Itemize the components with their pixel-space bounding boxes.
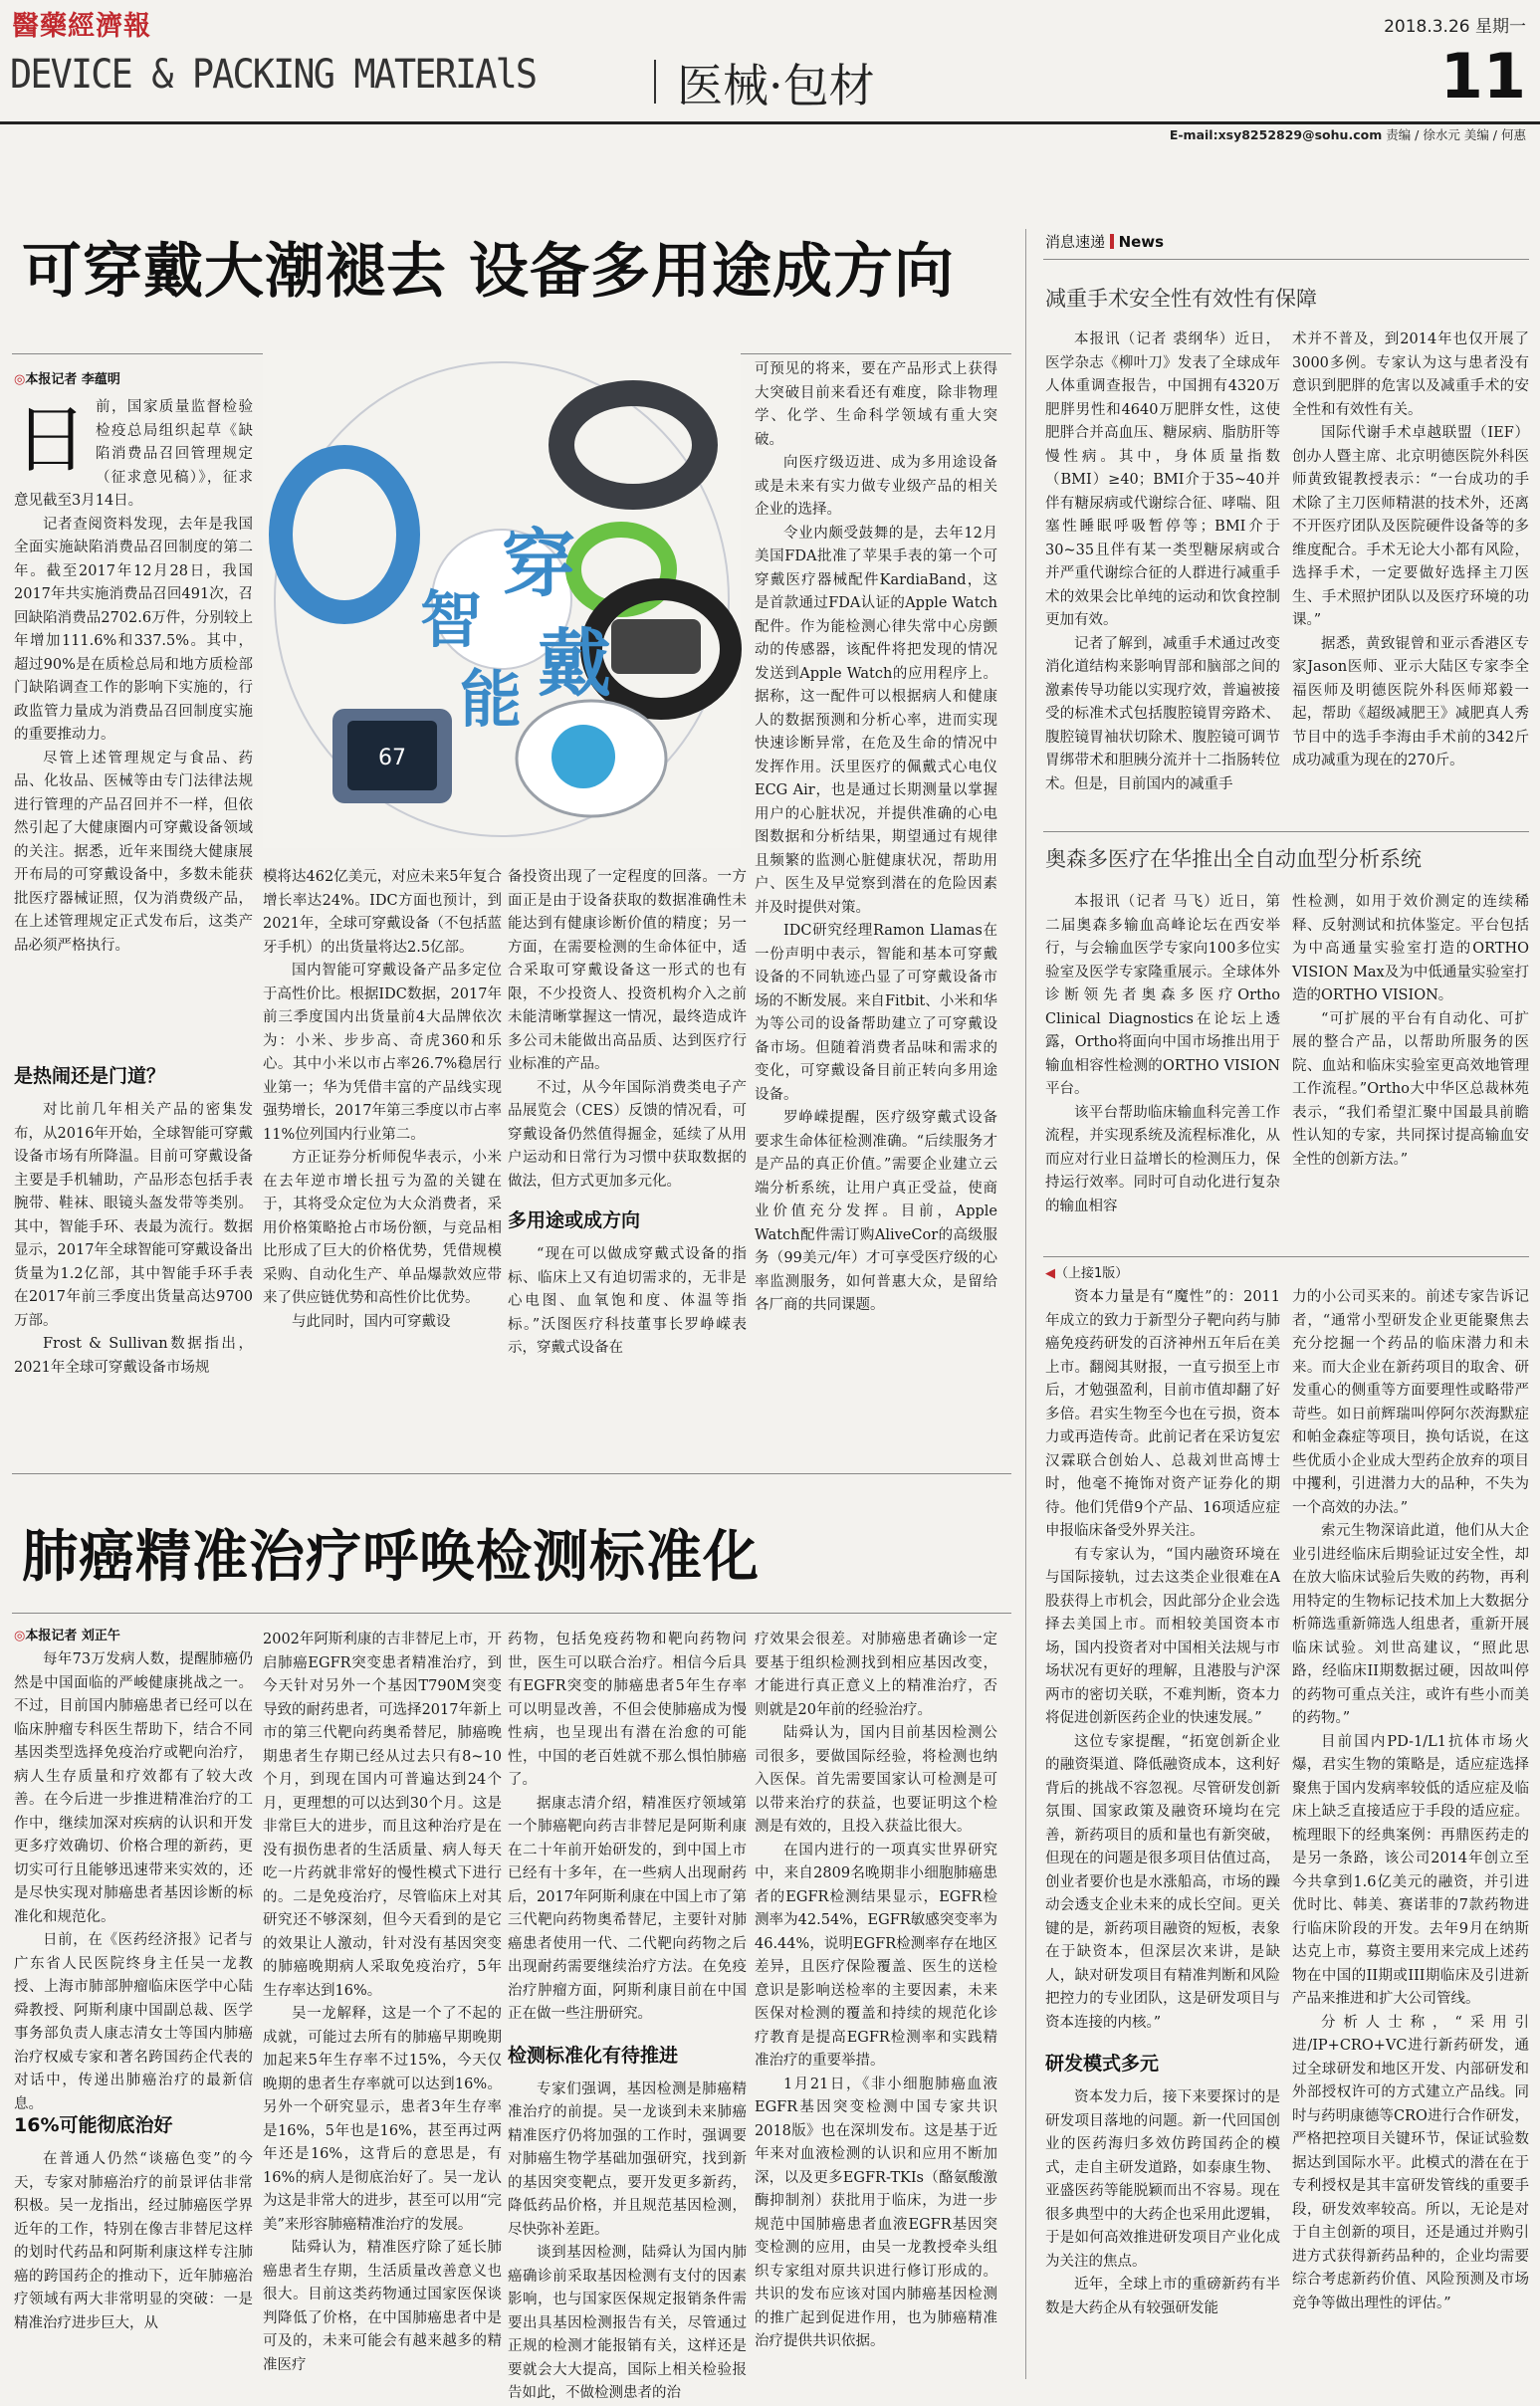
article2-paragraph: 在国内进行的一项真实世界研究中，来自2809名晚期非小细胞肺癌患者的EGFR检测结果显示，EGFR检测率为42.54%，EGFR敏感突变率为46.44%，说明EGFR检测率存在地区差异，且医疗保险覆盖、医生的送检意识是影响送检率的主要因素，未来医保对检测的覆盖和持续的规范化诊疗教育是提高EGFR检测率和实践精准治疗的重要举措。 — [755, 1842, 997, 2069]
weekday: 星期一 — [1475, 17, 1526, 37]
news2-headline: 奥森多医疗在华推出全自动血型分析系统 — [1045, 847, 1422, 871]
article1-paragraph: Frost & Sullivan数据指出，2021年全球可穿戴设备市场规 — [14, 1336, 253, 1376]
article2-paragraph: 据康志清介绍，精准医疗领域第一个肺癌靶向药吉非替尼是阿斯利康在二十年前开始研发的，到中国上市已经有十多年，在一些病人出现耐药后，2017年阿斯利康在中国上市了第三代靶向药物奥希替尼，主要针对肺癌患者使用一代、二代靶向药物之后出现耐药需要继续治疗方法。在免疫治疗肿瘤方面，阿斯利康目前在中国正在做一些注册研究。 — [508, 1795, 747, 2022]
article1-subhead-1: 是热闹还是门道？ — [14, 1065, 166, 1087]
news2-paragraph: 该平台帮助临床输血科完善工作流程，并实现系统及流程标准化，从而应对行业日益增长的检测压力，保持运行效率。同时可自动化进行复杂的输血相容 — [1045, 1104, 1280, 1214]
article2-paragraph: 吴一龙解释，这是一个了不起的成就，可能过去所有的肺癌早期晚期加起来5年生存率不过15%，今天仅晚期的患者生存率就可以达到16%。另外一个研究显示，患者3年生存率是16%，5年也是16%，甚至再过两年还是16%，这背后的意思是，有16%的病人是彻底治好了。吴一龙认为这是非常大的进步，甚至可以用“完美”来形容肺癌精准治疗的发展。 — [263, 2006, 502, 2233]
issue-date — [1384, 12, 1526, 37]
photo-char-dai: 戴 — [538, 621, 611, 707]
article2-paragraph: 1月21日，《非小细胞肺癌血液EGFR基因突变检测中国专家共识2018版》也在深圳发布。这是基于近年来对血液检测的认识和应用不断加深，以及更多EGFR-TKIs（酪氨酸激酶抑制剂）获批用于临床，为进一步规范中国肺癌患者血液EGFR基因突变检测的应用，由吴一龙教授牵头组织专家组对原共识进行修订形成的。共识的发布应该对国内肺癌基因检测的推广起到促进作用，也为肺癌精准治疗提供共识依据。 — [755, 2076, 997, 2349]
news2-col2 — [1292, 891, 1529, 1244]
continuation-paragraph: 近年，全球上市的重磅新药有半数是大药企从有较强研发能 — [1045, 2277, 1280, 2316]
article1-col2 — [263, 866, 502, 1463]
article1-paragraph: 向医疗级迈进、成为多用途设备或是未来有实力做专业级产品的相关企业的选择。 — [755, 455, 997, 518]
news1-paragraph: 国际代谢手术卓越联盟（IEF）创办人暨主席、北京明德医院外科医师黄致锟教授表示：“一台成功的手术除了主刀医师精湛的技术外，还离不开医疗团队及医院硬件设备等的多维度配合。手术无论大小都有风险，选择手术，一定要做好选择主刀医生、手术照护团队以及医疗环境的功课。” — [1292, 425, 1529, 628]
article1-paragraph: 尽管上述管理规定与食品、药品、化妆品、医械等由专门法律法规进行管理的产品召回并不一样，但依然引起了大健康圈内可穿戴设备领域的关注。据悉，近年来围绕大健康展开布局的可穿戴设备中，多数未能获批医疗器械证照，仅为消费级产品，在上述管理规定正式发布后，这类产品必须严格执行。 — [14, 750, 253, 954]
continuation-paragraph: 分析人士称，“采用引进/IP+CRO+VC进行新药研发，通过全球研发和地区开发、内部研发和外部授权许可的方式建立产品线。同时与药明康德等CRO进行合作研发，严格把控项目关键环节，保证试验数据达到国际水平。此模式的潜在在于专利授权是其丰富研发管线的重要手段，研发效率较高。所以，无论是对于自主创新的项目，还是通过并购引进方式获得新药品种的，企业均需要综合考虑新药价值、风险预测及市场竞争等做出理性的评估。” — [1292, 2014, 1529, 2311]
news1-headline: 减重手术安全性有效性有保障 — [1045, 287, 1317, 311]
news1-paragraph: 本报讯（记者 裘纲华）近日，医学杂志《柳叶刀》发表了全球成年人体重调查报告，中国拥有4320万肥胖男性和4640万肥胖女性，这使肥胖合并高血压、糖尿病、脂肪肝等慢性病。其中，身体质量指数（BMI）≥40；BMI介于35~40并伴有糖尿病或代谢综合征、哮喘、阻塞性睡眠呼吸暂停等；BMI介于30~35且伴有某一类型糖尿病或合并严重代谢综合征的人群进行减重手术的效果会比单纯的运动和饮食控制更加有效。 — [1045, 331, 1280, 628]
article1-byline: ◎本报记者 李蕴明 — [14, 372, 120, 387]
article2-paragraph: 陆舜认为，国内目前基因检测公司很多，要做国际经验，将检测也纳入医保。首先需要国家认可检测是可以带来治疗的获益，也要证明这个检测是有效的，且投入获益比很大。 — [755, 1725, 997, 1835]
section-title-cn: 医械·包材 — [677, 59, 875, 112]
continuation-paragraph: 目前国内PD-1/L1抗体市场火爆，君实生物的策略是，适应症选择聚焦于国内发病率较低的适应症及临床上缺乏直接适应于手段的适应症。梳理眼下的经典案例：再鼎医药走的是另一条路，该公司2014年创立至今共拿到1.6亿美元的融资，并引进优时比、韩美、赛诺菲的7款药物进行临床阶段的开发。去年9月在纳斯达克上市，募资主要用来完成上述药物在中国的II期或III期临床及引进新产品来推进和扩大公司管线。 — [1292, 1733, 1529, 2007]
article1-paragraph: 方正证券分析师倪华表示，小米在去年逆市增长扭亏为盈的关键在于，其将受众定位为大众消费者，采用价格策略抢占市场份额，与竞品相比形成了巨大的价格优势，凭借规模采购、自动化生产、单品爆款效应带来了供应链优势和高性价比优势。 — [263, 1150, 502, 1306]
page-number: 11 — [1439, 40, 1526, 112]
wearables-photo — [263, 350, 741, 848]
article2-paragraph: 陆舜认为，精准医疗除了延长肺癌患者生存期，生活质量改善意义也很大。目前这类药物通过国家医保谈判降低了价格，在中国肺癌患者中是可及的，未来可能会有越来越多的精准医疗 — [263, 2240, 502, 2373]
section-title-en: DEVICE & PACKING MATERIAlS — [10, 52, 537, 98]
editors: 责编 / 徐水元 美编 / 何惠 — [1386, 127, 1526, 142]
news2-paragraph: 性检测，如用于效价测定的连续稀释、反射测试和抗体鉴定。平台包括为中高通量实验室打造的ORTHO VISION Max及为中低通量实验室打造的ORTHO VISION。 — [1292, 894, 1529, 1003]
article2-paragraph: 谈到基因检测，陆舜认为国内肺癌确诊前采取基因检测有支付的因素影响，也与国家医保规定报销条件需要出具基因检测报告有关，尽管通过正规的检测才能报销有关，这样还是要就会大大提高，国际上相关检验报告如此，不做检测患者的治 — [508, 2245, 747, 2401]
wearables-illustration — [263, 350, 741, 848]
article2-subhead-1: 16%可能彻底治好 — [14, 2114, 173, 2136]
news-label: 消息速递 News — [1045, 233, 1165, 251]
news-separator — [1043, 831, 1529, 832]
section-divider — [654, 60, 656, 104]
article2-col1 — [14, 1648, 253, 2112]
continuation-paragraph: 索元生物深谙此道，他们从大企业引进经临床后期验证过安全性，却在放大临床试验后失败的药物，再利用特定的生物标记技术加上大数据分析筛选重新筛选人组患者，重新开展临床试验。刘世高建议，“照此思路，经临床II期数据过硬，因故叫停的药物可重点关注，或许有些小而美的药物。” — [1292, 1523, 1529, 1726]
article1-col1-b — [14, 1099, 253, 1473]
article1-headline: 可穿戴大潮褪去 设备多用途成方向 — [22, 237, 955, 307]
article2-paragraph: 在普通人仍然“谈癌色变”的今天，专家对肺癌治疗的前景评估非常积极。吴一龙指出，经过肺癌医学界近年的工作，特别在像吉非替尼这样的划时代药品和阿斯利康这样专注肺癌的跨国药企的推动下，近年肺癌治疗领域有两大非常明显的突破：一是精准治疗进步巨大，从 — [14, 2151, 253, 2331]
svg-text:67: 67 — [378, 746, 406, 770]
article2-headline-rule — [12, 1613, 1011, 1614]
article2-subhead-2: 检测标准化有待推进 — [508, 2044, 679, 2067]
continuation-col2 — [1292, 1286, 1529, 2381]
article1-paragraph: 记者查阅资料发现，去年是我国全面实施缺陷消费品召回制度的第二年。截至2017年12月28日，我国2017年共实施消费品召回491次，召回缺陷消费品2702.6万件，分别较上年增加111.6%和337.5%。其中，超过90%是在质检总局和地方质检部门缺陷调查工作的影响下实施的，行政监管力量成为消费品召回制度实施的重要推动力。 — [14, 516, 253, 743]
news1-paragraph: 记者了解到，减重手术通过改变消化道结构来影响胃部和脑部之间的激素传导功能以实现疗效，普遍被接受的标准术式包括腹腔镜胃旁路术、腹腔镜胃袖状切除术、腹腔镜可调节胃绑带术和胆胰分流并十二指肠转位术。但是，目前国内的减重手 — [1045, 635, 1280, 792]
article1-paragraph: 令业内颇受鼓舞的是，去年12月美国FDA批准了苹果手表的第一个可穿戴医疗器械配件KardiaBand，这是首款通过FDA认证的Apple Watch配件。作为能检测心律失常中心房颤动的传感器，该配件将把发现的情况发送到Apple Watch的应用程序上。据称，这一配件可以根据病人和健康人的数据预测和分析心率，进而实现快速诊断异常，在危及生命的情况中发挥作用。沃里医疗的佩戴式心电仪ECG Air，也是通过长期测量以掌握用户的心脏状况，并提供准确的心电图数据和分析结果，期望通过有规律且频繁的监测心脏健康状况，帮助用户、医生及早觉察到潜在的危险因素并及时提供对策。 — [755, 525, 997, 916]
news1-col2 — [1292, 328, 1529, 826]
continuation-paragraph: 资本发力后，接下来要探讨的是研发项目落地的问题。新一代回国创业的医药海归多效仿跨国药企的模式，走自主研发道路，如泰康生物、亚盛医药等能脱颖而出不容易。现在很多典型中的大药企也采用此逻辑，于是如何高效推进研发项目产业化成为关注的焦点。 — [1045, 2089, 1280, 2270]
article1-paragraph: IDC研究经理Ramon Llamas在一份声明中表示，智能和基本可穿戴设备的不同轨迹凸显了可穿戴设备市场的不断发展。来自Fitbit、小米和华为等公司的设备帮助建立了可穿戴设备市场。但随着消费者品味和需求的变化，可穿戴设备目前正转向多用途设备。 — [755, 923, 997, 1103]
date: 2018.3.26 — [1384, 17, 1470, 37]
masthead — [0, 0, 1540, 142]
article2-paragraph: 每年73万发病人数，提醒肺癌仍然是中国面临的严峻健康挑战之一。不过，目前国内肺癌患者已经可以在临床肿瘤专科医生帮助下，结合不同基因类型选择免疫治疗或靶向治疗，病人生存质量和疗效都有了较大改善。在今后进一步推进精准治疗的工作中，继续加深对疾病的认识和开发更多疗效确切、价格合理的新药，更切实可行且能够迅速带来实效的，还是尽快实现对肺癌患者基因诊断的标准化和规范化。 — [14, 1651, 253, 1925]
continuation-paragraph: 力的小公司买来的。前述专家告诉记者，“通常小型研发企业更能聚焦去充分挖掘一个药品的临床潜力和未来。而大企业在新药项目的取舍、研发重心的侧重等方面要理性或略带严苛些。如日前辉瑞叫停阿尔茨海默症和帕金森症等项目，换句话说，在这些优质小企业成大型药企放弃的项目中攫利，引进潜力大的品种，不失为一个高效的办法。” — [1292, 1289, 1529, 1516]
photo-char-zhi: 智 — [420, 583, 483, 656]
article1-paragraph: 可预见的将来，要在产品形式上获得大突破目前来看还有难度，除非物理学、化学、生命科学领域有重大突破。 — [755, 361, 997, 448]
article1-col3 — [508, 866, 747, 1463]
article2-col4 — [755, 1629, 997, 2383]
news1-paragraph: 据悉，黄致锟曾和亚示香港区专家Jason医师、亚示大陆区专家李全福医师及明德医院外科医师郑毅一起，帮助《超级减肥王》减肥真人秀节目中的选手李海由手术前的342斤成功减重为现在的270斤。 — [1292, 635, 1529, 768]
editor-line — [1170, 125, 1526, 143]
news2-paragraph: 本报讯（记者 马飞）近日，第二届奥森多输血高峰论坛在西安举行，与会输血医学专家向100多位实验室及医学专家隆重展示。全球体外诊断领先者奥森多医疗Ortho Clinical Diagnostics在论坛上透露，Ortho将面向中国市场推出用于输血相容性检测的ORTHO VISION平台。 — [1045, 894, 1280, 1097]
article2-paragraph: 疗效果会很差。对肺癌患者确诊一定要基于组织检测找到相应基因改变，才能进行真正意义上的精准治疗，否则就是20年前的经验治疗。 — [755, 1632, 997, 1718]
continuation-rule — [1043, 1256, 1529, 1257]
newspaper-logo: 醫藥經濟報 — [12, 11, 151, 42]
continued-from-label: ◀（上接1版） — [1045, 1266, 1129, 1281]
article1-paragraph: “现在可以做成穿戴式设备的指标、临床上又有迫切需求的，无非是心电图、血氧饱和度、体温等指标。”沃图医疗科技董事长罗峥嵘表示，穿戴式设备在 — [508, 1246, 747, 1356]
photo-char-chuan: 穿 — [502, 522, 575, 607]
continuation-paragraph: 这位专家提醒，“拓宽创新企业的融资渠道、降低融资成本，这利好背后的挑战不容忽视。尽管研发创新氛围、国家政策及融资环境均在完善，新药项目的质和量也有新突破，但现在的问题是很多项目估值过高，创业者要价也是水涨船高，市场的躁动会透支企业未来的成长空间。更关键的是，新药项目融资的短板，表象在于缺资本，但深层次来讲，是缺人，缺对研发项目有精准判断和风险把控力的专业团队，这是研发项目与资本连接的内核。” — [1045, 1733, 1280, 2031]
email: E-mail:xsy8252829@sohu.com — [1169, 127, 1383, 142]
article1-lead-paragraph: 前，国家质量监督检验检疫总局组织起草《缺陷消费品召回管理规定（征求意见稿）》，征求意见截至3月14日。 — [14, 399, 253, 509]
continuation-col1 — [1045, 1286, 1280, 2381]
article1-paragraph: 备投资出现了一定程度的回落。一方面正是由于设备获取的数据准确性未能达到有健康诊断价值的精度；另一方面，在需要检测的生命体征中，适合采取可穿戴设备这一形式的也有限，不少投资人、投资机构介入之前未能清晰掌握这一情况，最终造成许多公司未能做出高品质、达到医疗行业标准的产品。 — [508, 869, 747, 1072]
article2-paragraph: 2002年阿斯利康的吉非替尼上市，开启肺癌EGFR突变患者精准治疗，到今天针对另外一个基因T790M突变导致的耐药患者，可选择2017年新上市的第三代靶向药奥希替尼，肺癌晚期患者生存期已经从过去只有8~10个月，到现在国内可普遍达到24个月，更理想的可以达到30个月。这是非常巨大的进步，而且这种治疗是在没有损伤患者的生活质量、病人每天吃一片药就非常好的慢性模式下进行的。二是免疫治疗，尽管临床上对其研究还不够深刻，但今天看到的是它的效果让人激动，针对没有基因突变的肺癌晚期病人采取免疫治疗，5年生存率达到16%。 — [263, 1632, 502, 1999]
article2-col2 — [263, 1629, 502, 2383]
news2-paragraph: “可扩展的平台有自动化、可扩展的整合产品，以帮助所服务的医院、血站和临床实验室更高效地管理工作流程。”Ortho大中华区总裁林苑表示，“我们希望汇聚中国最具前瞻性认知的专家，共同探讨提高输血安全性的创新方法。” — [1292, 1010, 1529, 1168]
article2-paragraph: 专家们强调，基因检测是肺癌精准治疗的前提。吴一龙谈到未来肺癌精准医疗仍将加强的工作时，强调要对肺癌生物学基础加强研究，找到新的基因突变靶点，要开发更多新药，降低药品价格，并且规范基因检测，尽快弥补差距。 — [508, 2080, 747, 2238]
article1-paragraph: 国内智能可穿戴设备产品多定位于高性价比。根据IDC数据，2017年前三季度国内出货量前4大品牌依次为：小米、步步高、奇虎360和乐心。其中小米以市占率26.7%稳居行业第一；华为凭借丰富的产品线实现强势增长，2017年第三季度以市占率11%位列国内行业第二。 — [263, 963, 502, 1143]
news2-col1 — [1045, 891, 1280, 1244]
arrow-left-icon: ◀ — [1045, 1266, 1055, 1281]
article2-paragraph: 药物，包括免疫药物和靶向药物问世，医生可以联合治疗。相信今后具有EGFR突变的肺癌患者5年生存率可以明显改善，不但会使肺癌成为慢性病，也呈现出有潜在治愈的可能性，中国的老百姓就不那么惧怕肺癌了。 — [508, 1632, 747, 1788]
article1-paragraph: 罗峥嵘提醒，医疗级穿戴式设备要求生命体征检测准确。“后续服务才是产品的真正价值。”需要企业建立云端分析系统，让用户真正受益，使商业价值充分发挥。目前，Apple Watch配件需订购AliveCor的高级服务（99美元/年）才可享受医疗级的心率监测服务，如何普惠大众，是留给各厂商的共同课题。 — [755, 1110, 997, 1313]
article1-paragraph: 对比前几年相关产品的密集发布，从2016年开始，全球智能可穿戴设备市场有所降温。目前可穿戴设备主要是手机辅助，产品形态包括手表腕带、鞋袜、眼镜头盔发带等类别。其中，智能手环、表最为流行。数据显示，2017年全球智能可穿戴设备出货量为1.2亿部，其中智能手环手表在2017年前三季度出货量高达9700万部。 — [14, 1102, 253, 1329]
article1-paragraph: 模将达462亿美元，对应未来5年复合增长率达24%。IDC方面也预计，到2021年，全球可穿戴设备（不包括蓝牙手机）的出货量将达2.5亿部。 — [263, 869, 502, 956]
article2-col3 — [508, 1629, 747, 2401]
continuation-paragraph: 有专家认为，“国内融资环境在与国际接轨，过去这类企业很难在A股获得上市机会，因此部分企业会选择去美国上市。而相较美国资本市场，国内投资者对中国相关法规与市场状况有更好的理解，且港股与沪深两市的密切关联，不难判断，资本力将促进创新医药企业的快速发展。” — [1045, 1546, 1280, 1726]
masthead-rule — [0, 121, 1540, 124]
article2-byline: ◎本报记者 刘正午 — [14, 1629, 120, 1643]
continuation-paragraph: 资本力量是有“魔性”的：2011年成立的致力于新型分子靶向药与肺癌免疫药研发的百济神州五年后在美上市。翻阅其财报，一直亏损至上市后，才勉强盈利，目前市值却翻了好多倍。君实生物至今也在亏损，资本力或再造传奇。此前记者在采访复宏汉霖联合创始人、总裁刘世高博士时，他毫不掩饰对资产证券化的期待。他们凭借9个产品、16项适应症申报临床备受外界关注。 — [1045, 1289, 1280, 1539]
news-rule — [1043, 259, 1529, 260]
news1-paragraph: 术并不普及，到2014年也仅开展了3000多例。专家认为这与患者没有意识到肥胖的危害以及减重手术的安全性和有效性有关。 — [1292, 331, 1529, 418]
article1-paragraph: 与此同时，国内可穿戴设 — [292, 1313, 451, 1330]
news1-col1 — [1045, 328, 1280, 826]
photo-char-neng: 能 — [460, 663, 523, 736]
article1-paragraph: 不过，从今年国际消费类电子产品展览会（CES）反馈的情况看，可穿戴设备仍然值得掘金，延续了从用户运动和日常行为习惯中获取数据的做法，但方式更加多元化。 — [508, 1079, 747, 1190]
article1-col4 — [755, 358, 997, 1463]
column-divider — [1025, 229, 1026, 2379]
article2-top-rule — [12, 1473, 1011, 1474]
article2-headline: 肺癌精准治疗呼唤检测标准化 — [22, 1524, 760, 1590]
article1-subhead-2: 多用途或成方向 — [508, 1209, 641, 1231]
continuation-subhead: 研发模式多元 — [1045, 2053, 1160, 2075]
article2-paragraph: 日前，在《医药经济报》记者与广东省人民医院终身主任吴一龙教授、上海市肺部肿瘤临床医学中心陆舜教授、阿斯利康中国副总裁、医学事务部负责人康志清女士等国内肺癌治疗权威专家和著名跨国药企代表的对话中，传递出肺癌治疗的最新信息。 — [14, 1932, 253, 2112]
drop-cap: 日 — [14, 397, 88, 483]
article2-col1-b — [14, 2148, 253, 2383]
